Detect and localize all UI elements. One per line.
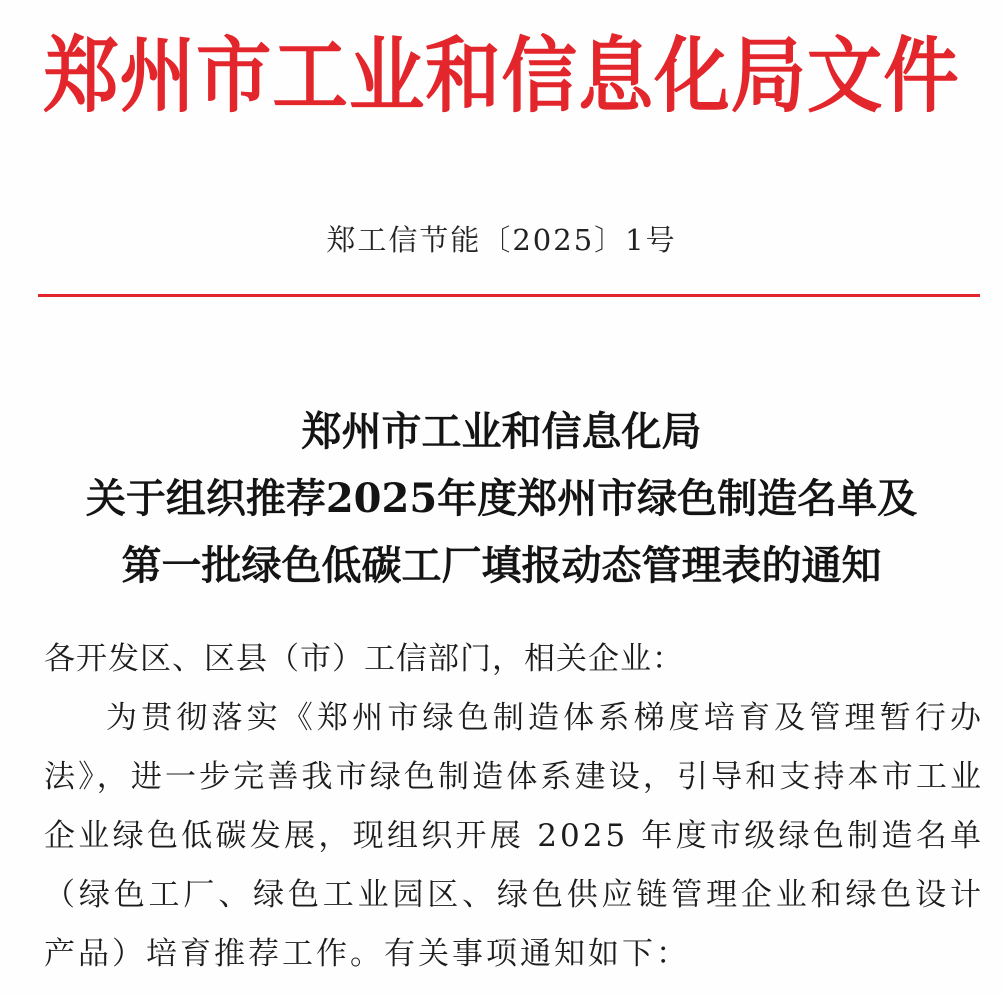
notice-title-line-1: 郑州市工业和信息化局 (301, 408, 702, 455)
document-masthead: 郑州市工业和信息化局文件 (43, 29, 960, 124)
salutation: 各开发区、区县（市）工信部门，相关企业： (44, 641, 684, 677)
notice-title (0, 398, 1003, 599)
notice-title-line-3: 第一批绿色低碳工厂填报动态管理表的通知 (121, 542, 882, 589)
notice-body (44, 630, 984, 984)
body-paragraph: 为贯彻落实《郑州市绿色制造体系梯度培育及管理暂行办法》，进一步完善我市绿色制造体系建设，引导和支持本市工业企业绿色低碳发展，现组织开展 2025 年度市级绿色制造名单（绿色工厂、绿色工业园区、绿色供应链管理企业和绿色设计产品）培育推荐工作。有关事项通知如下： (44, 700, 984, 972)
red-separator-line (38, 294, 980, 297)
notice-title-line-2: 关于组织推荐2025年度郑州市绿色制造名单及 (85, 475, 918, 522)
document-number: 郑工信节能〔2025〕1号 (326, 223, 677, 257)
